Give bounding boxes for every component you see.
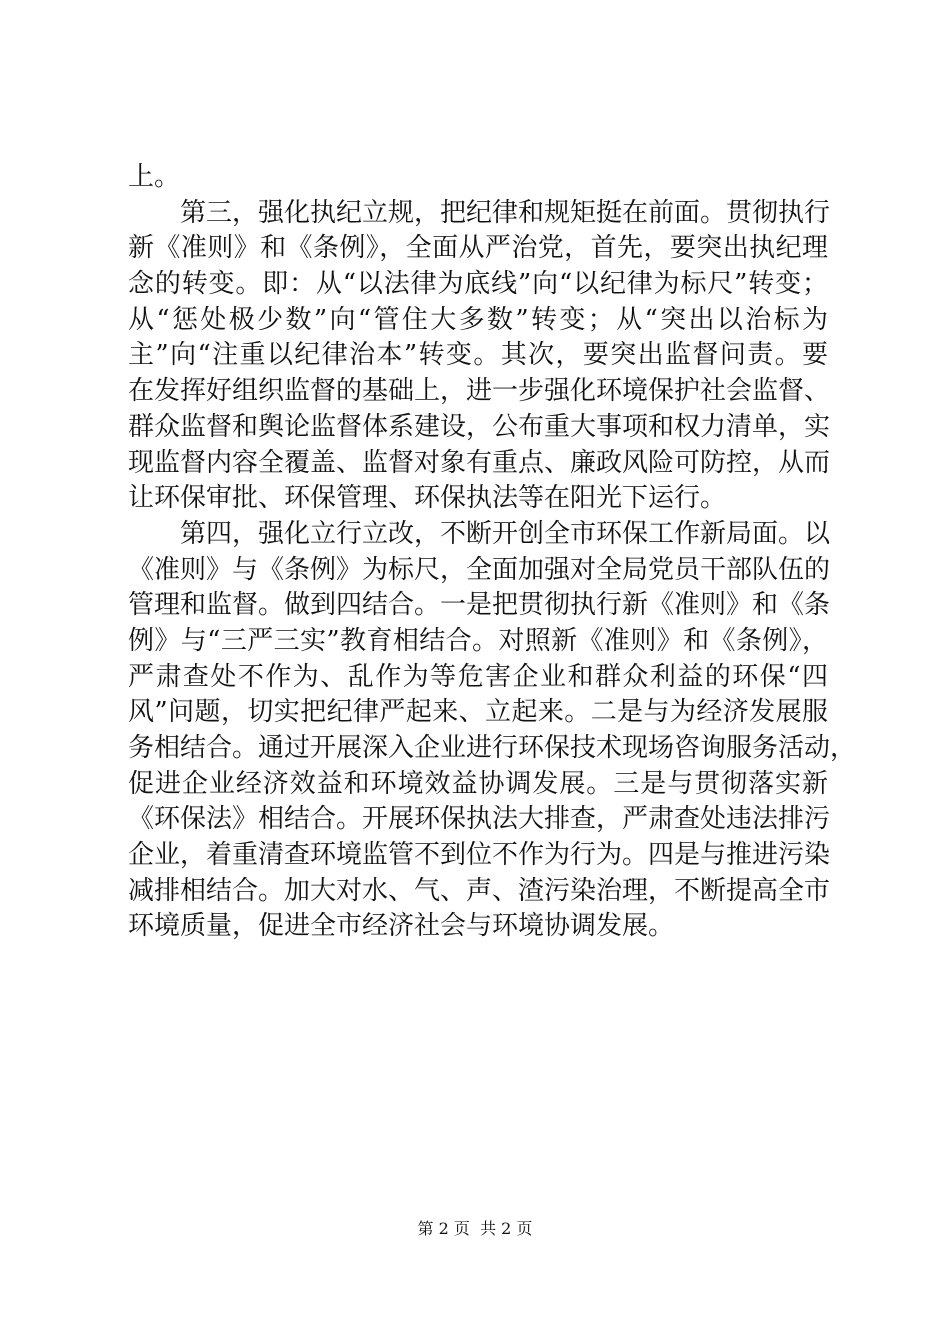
text-line: 念的转变。即：从“以法律为底线”向“以纪律为标尺”转变； — [128, 269, 828, 300]
text-line: 在发挥好组织监督的基础上，进一步强化环境保护社会监督、 — [128, 376, 831, 407]
text-line: 企业，着重清查环境监管不到位不作为行为。四是与推进污染 — [128, 840, 831, 871]
text-line: 让环保审批、环保管理、环保执法等在阳光下运行。 — [128, 483, 727, 514]
text-line: 第四，强化立行立改，不断开创全市环保工作新局面。以 — [180, 518, 831, 549]
text-line: 管理和监督。做到四结合。一是把贯彻执行新《准则》和《条 — [128, 590, 831, 621]
paragraph-continuation — [128, 160, 828, 196]
text-line: 例》与“三严三实”教育相结合。对照新《准则》和《条例》， — [128, 625, 828, 656]
paragraph-third-point — [128, 196, 831, 517]
text-line: 上。 — [128, 162, 181, 192]
text-line: 促进企业经济效益和环境效益协调发展。三是与贯彻落实新 — [128, 768, 828, 799]
text-line: 群众监督和舆论监督体系建设，公布重大事项和权力清单，实 — [128, 411, 831, 442]
body-text — [128, 160, 857, 945]
text-line: 现监督内容全覆盖、监督对象有重点、廉政风险可防控，从而 — [128, 447, 831, 478]
text-line: 务相结合。通过开展深入企业进行环保技术现场咨询服务活动， — [128, 733, 857, 763]
text-line: 风”问题，切实把纪律严起来、立起来。二是与为经济发展服 — [128, 697, 828, 728]
text-line: 环境质量，促进全市经济社会与环境协调发展。 — [128, 911, 675, 942]
paragraph-fourth-point — [128, 517, 857, 945]
text-line: 第三，强化执纪立规，把纪律和规矩挺在前面。贯彻执行 — [180, 197, 831, 228]
text-line: 《准则》与《条例》为标尺，全面加强对全局党员干部队伍的 — [128, 554, 831, 585]
text-line: 主”向“注重以纪律治本”转变。其次，要突出监督问责。要 — [128, 340, 828, 371]
text-line: 从“惩处极少数”向“管住大多数”转变；从“突出以治标为 — [128, 304, 828, 335]
text-line: 严肃查处不作为、乱作为等危害企业和群众利益的环保“四 — [128, 661, 828, 692]
page-number-footer: 第 2 页 共 2 页 — [417, 1219, 533, 1238]
text-line: 新《准则》和《条例》，全面从严治党，首先，要突出执纪理 — [128, 233, 828, 264]
text-line: 《环保法》相结合。开展环保执法大排查，严肃查处违法排污 — [128, 804, 831, 835]
text-line: 减排相结合。加大对水、气、声、渣污染治理，不断提高全市 — [128, 875, 831, 906]
